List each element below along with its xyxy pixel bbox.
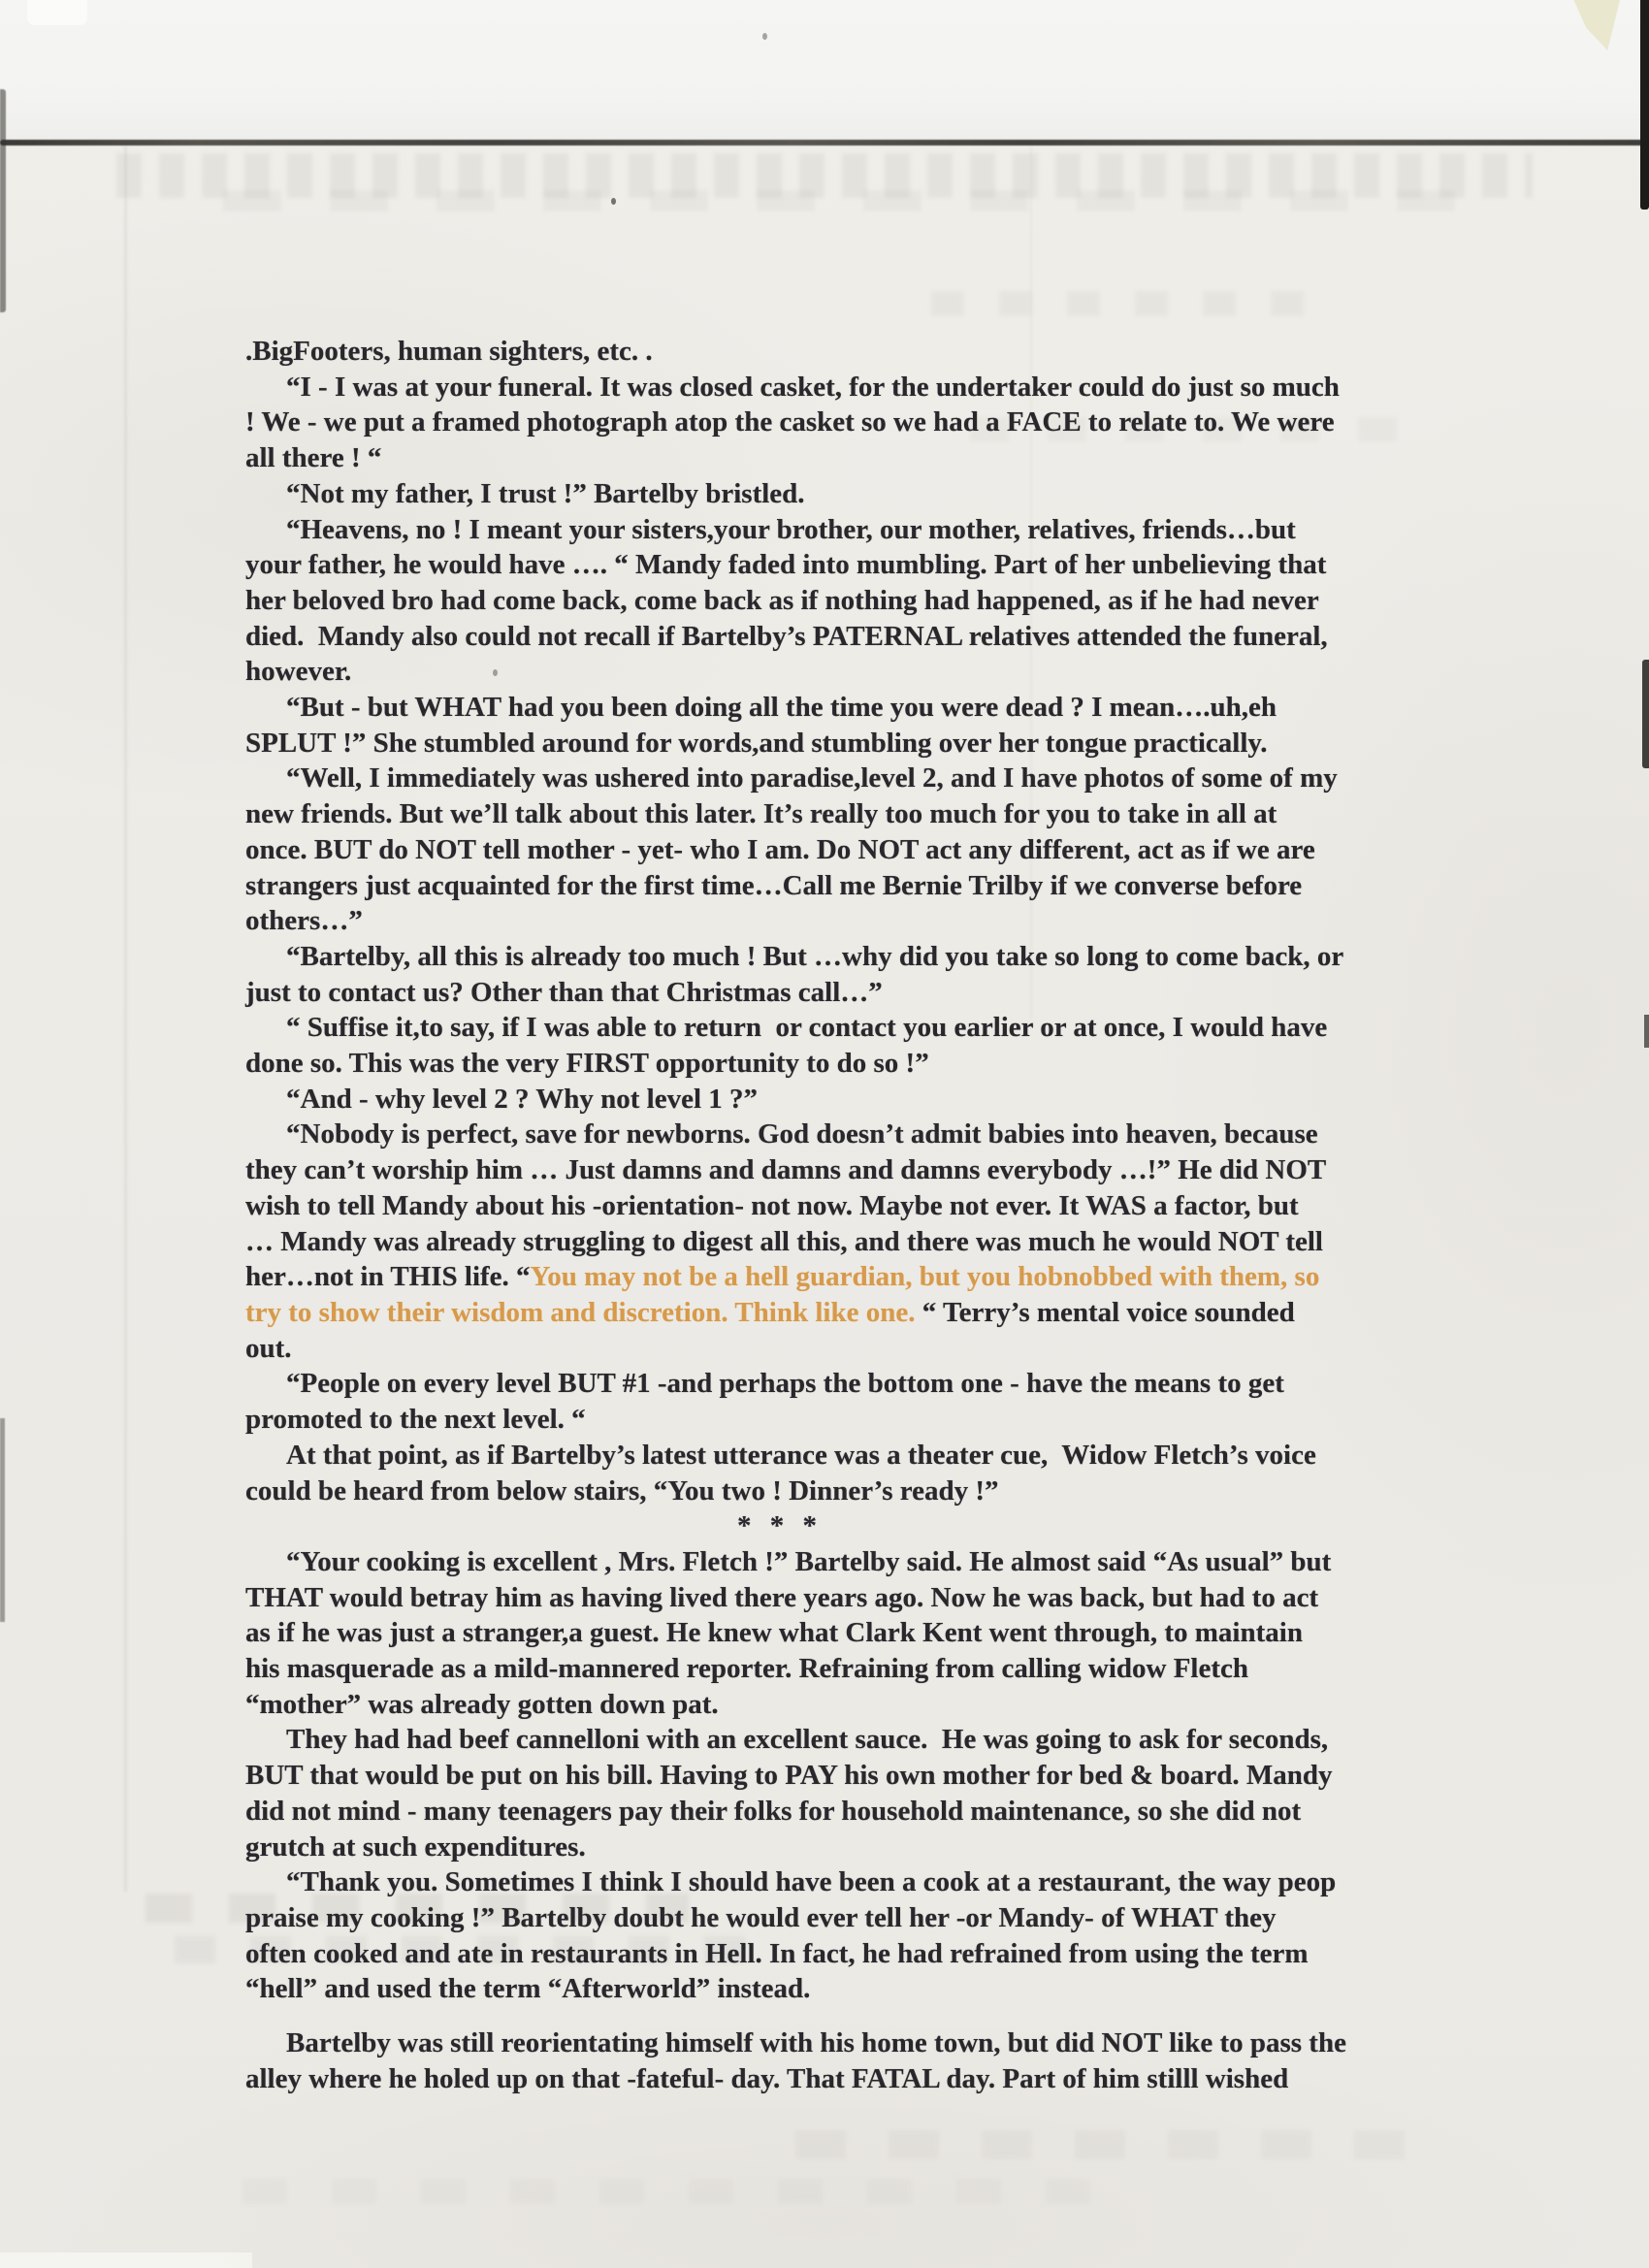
text-line: your father, he would have …. “ Mandy faded into mumbling. Part of her unbelieving that: [245, 549, 1327, 581]
text-line: They had had beef cannelloni with an excellent sauce. He was going to ask for seconds,: [286, 1724, 1329, 1756]
text-line: “People on every level BUT #1 -and perhaps the bottom one - have the means to get: [286, 1368, 1284, 1400]
text-line: as if he was just a stranger,a guest. He knew what Clark Kent went through, to maintain: [245, 1617, 1303, 1649]
text-line: done so. This was the very FIRST opportunity to do so !”: [245, 1048, 929, 1080]
scan-edge-artifact: [1640, 0, 1649, 210]
text-line: “mother” was already gotten down pat.: [245, 1688, 719, 1720]
scan-edge-artifact: [0, 1418, 5, 1622]
corner-chip: [27, 0, 87, 25]
text-line: “Thank you. Sometimes I think I should have been a cook at a restaurant, the way peop: [286, 1866, 1337, 1898]
text-line: SPLUT !” She stumbled around for words,and stumbling over her tongue practically.: [245, 727, 1268, 759]
text-line: his masquerade as a mild-mannered reporter. Refraining from calling widow Fletch: [245, 1653, 1249, 1685]
text-line: THAT would betray him as having lived there years ago. Now he was back, but had to act: [245, 1581, 1319, 1613]
text-line: “hell” and used the term “Afterworld” instead.: [245, 1973, 811, 2005]
text-line: grutch at such expenditures.: [245, 1831, 586, 1863]
text-line: “Nobody is perfect, save for newborns. God doesn’t admit babies into heaven, because: [286, 1118, 1318, 1150]
scan-edge-artifact: [1644, 1015, 1649, 1048]
text-line: ! We - we put a framed photograph atop the casket so we had a FACE to relate to. We were: [245, 406, 1335, 438]
text-line: alley where he holed up on that -fateful- day. That FATAL day. Part of him stilll wished: [245, 2062, 1289, 2094]
text-line: just to contact us? Other than that Christmas call…”: [245, 976, 883, 1008]
text-line: could be heard from below stairs, “You two ! Dinner’s ready !”: [245, 1474, 999, 1507]
text-line: [245, 1295, 1421, 1331]
text-line: Bartelby was still reorientating himself with his home town, but did NOT like to pass the: [286, 2027, 1346, 2059]
paper-edge-seam: [0, 140, 1649, 146]
text-segment: her…not in THIS life. “: [245, 1261, 531, 1293]
text-line: her beloved bro had come back, come back as if nothing had happened, as if he had never: [245, 584, 1319, 616]
text-line: once. BUT do NOT tell mother - yet- who I am. Do NOT act any different, act as if we are: [245, 833, 1315, 865]
text-segment: “ Terry’s mental voice sounded: [922, 1296, 1295, 1328]
text-line: all there ! “: [245, 442, 382, 474]
text-line: “I - I was at your funeral. It was closed casket, for the undertaker could do just so much: [286, 371, 1340, 403]
story-text-block: [245, 334, 1421, 2096]
text-line: out.: [245, 1332, 292, 1364]
text-line: “But - but WHAT had you been doing all the time you were dead ? I mean….uh,eh: [286, 692, 1277, 724]
text-line: “And - why level 2 ? Why not level 1 ?”: [286, 1083, 759, 1115]
text-line: however.: [245, 656, 352, 688]
text-line: did not mind - many teenagers pay their folks for household maintenance, so she did not: [245, 1795, 1302, 1827]
text-line: they can’t worship him … Just damns and damns and damns everybody …!” He did NOT: [245, 1154, 1327, 1186]
text-line: “ Suffise it,to say, if I was able to return or contact you earlier or at once, I would have: [286, 1012, 1328, 1044]
bleedthrough-mark: [116, 153, 1533, 198]
text-line: “Not my father, I trust !” Bartelby bristled.: [286, 477, 805, 509]
paper-speck: [762, 33, 767, 40]
text-line: strangers just acquainted for the first time…Call me Bernie Trilby if we converse before: [245, 869, 1303, 901]
text-line: .BigFooters, human sighters, etc. .: [245, 336, 653, 367]
section-separator: * * *: [737, 1510, 823, 1542]
bleedthrough-mark: [223, 190, 1484, 211]
bleedthrough-mark: [931, 291, 1339, 316]
text-line: “Heavens, no ! I meant your sisters,your brother, our mother, relatives, friends…but: [286, 513, 1296, 545]
text-line: [245, 1259, 1421, 1295]
text-line: “Your cooking is excellent , Mrs. Fletch !” Bartelby said. He almost said “As usual” but: [286, 1545, 1332, 1577]
text-line: promoted to the next level. “: [245, 1404, 586, 1436]
bleedthrough-mark: [242, 2179, 1116, 2204]
text-line: At that point, as if Bartelby’s latest utterance was a theater cue, Widow Fletch’s voice: [286, 1439, 1316, 1471]
text-line: often cooked and ate in restaurants in Hell. In fact, he had refrained from using the term: [245, 1937, 1309, 1969]
scan-edge-artifact: [0, 2252, 252, 2268]
highlighted-text: try to show their wisdom and discretion. Think like one.: [245, 1296, 922, 1328]
bleedthrough-mark: [124, 146, 127, 1892]
highlighted-text: You may not be a hell guardian, but you hobnobbed with them, so: [530, 1261, 1320, 1293]
paper-speck: [611, 198, 616, 205]
text-line: “Well, I immediately was ushered into paradise,level 2, and I have photos of some of my: [286, 762, 1338, 794]
text-line: “Bartelby, all this is already too much ! But …why did you take so long to come back, or: [286, 940, 1344, 972]
text-line: BUT that would be put on his bill. Having to PAY his own mother for bed & board. Mandy: [245, 1760, 1333, 1792]
scan-edge-artifact: [0, 89, 6, 312]
text-line: others…”: [245, 905, 363, 937]
bleedthrough-mark: [795, 2130, 1416, 2159]
text-line: wish to tell Mandy about his -orientation- not now. Maybe not ever. It WAS a factor, but: [245, 1189, 1299, 1221]
scanner-background-band: [0, 0, 1649, 142]
text-line: praise my cooking !” Bartelby doubt he would ever tell her -or Mandy- of WHAT they: [245, 1901, 1277, 1933]
text-line: new friends. But we’ll talk about this later. It’s really too much for you to take in all at: [245, 798, 1277, 830]
text-line: … Mandy was already struggling to digest all this, and there was much he would NOT tell: [245, 1225, 1323, 1257]
scan-edge-artifact: [1642, 660, 1649, 768]
text-line: died. Mandy also could not recall if Bartelby’s PATERNAL relatives attended the funeral,: [245, 620, 1328, 652]
